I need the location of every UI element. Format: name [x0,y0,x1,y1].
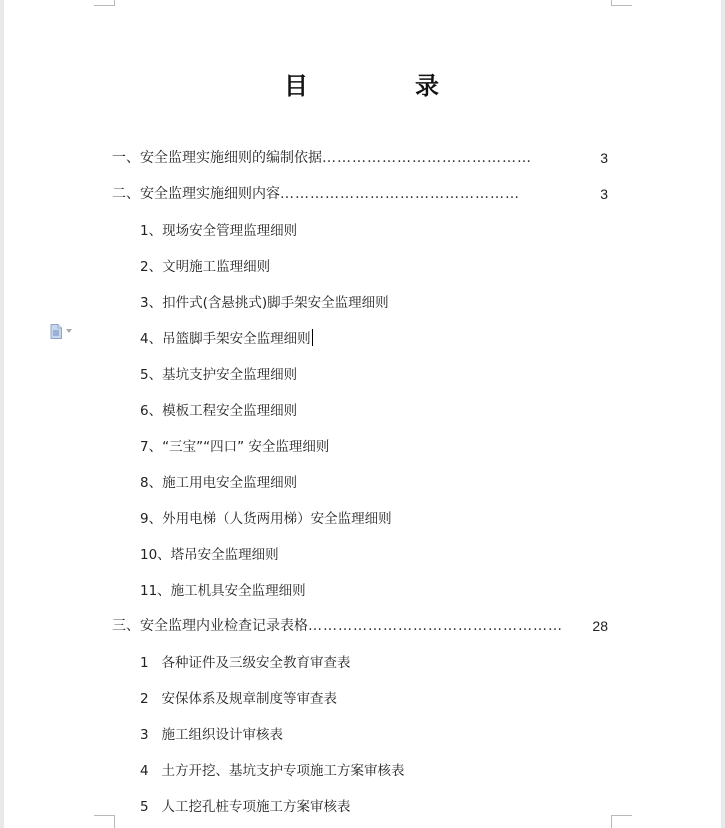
toc-entry-text: 三、安全监理内业检查记录表格 [112,618,308,634]
toc-entry[interactable] [112,184,608,204]
toc-subentry-text: 4、吊篮脚手架安全监理细则 [140,331,311,347]
toc-subentry[interactable]: 6、模板工程安全监理细则 [140,403,298,419]
toc-page-number: 3 [600,150,608,166]
crop-mark-top-right [611,0,632,6]
toc-leader-dots: …………………………………………… [308,618,563,634]
toc-subentry[interactable]: 3 施工组织设计审核表 [140,727,283,743]
toc-subentry[interactable]: 2、文明施工监理细则 [140,259,271,275]
toc-entry-text: 二、安全监理实施细则内容 [112,186,280,202]
title-char-right: 录 [415,71,439,100]
paragraph-options-icon[interactable] [50,323,78,339]
toc-subentry[interactable]: 3、扣件式(含悬挑式)脚手架安全监理细则 [140,295,389,311]
crop-mark-bottom-right [611,815,632,828]
document-icon [50,324,62,339]
crop-mark-bottom-left [94,815,115,828]
toc-entry[interactable] [112,148,608,168]
toc-subentry[interactable]: 4 土方开挖、基坑支护专项施工方案审核表 [140,763,405,779]
toc-leader-dots: ………………………………………… [280,186,520,202]
toc-subentry[interactable]: 10、塔吊安全监理细则 [140,547,279,563]
page-title [0,66,725,98]
toc-subentry[interactable]: 1 各种证件及三级安全教育审查表 [140,655,351,671]
toc-subentry[interactable]: 9、外用电梯（人货两用梯）安全监理细则 [140,511,392,527]
chevron-down-icon [66,329,72,333]
toc-page-number: 28 [592,618,608,634]
toc-subentry[interactable]: 5 人工挖孔桩专项施工方案审核表 [140,799,351,815]
document-page[interactable] [4,0,721,828]
toc-entry[interactable] [112,616,608,636]
toc-subentry[interactable]: 2 安保体系及规章制度等审查表 [140,691,337,707]
title-char-left: 目 [284,71,308,100]
crop-mark-top-left [94,0,115,6]
text-cursor [312,329,313,346]
toc-subentry[interactable]: 5、基坑支护安全监理细则 [140,367,298,383]
toc-page-number: 3 [600,186,608,202]
toc-subentry[interactable] [140,329,313,349]
toc-subentry[interactable]: 11、施工机具安全监理细则 [140,583,306,599]
toc-subentry[interactable]: 1、现场安全管理监理细则 [140,223,298,239]
toc-subentry[interactable]: 8、施工用电安全监理细则 [140,475,298,491]
toc-subentry[interactable]: 7、“三宝”“四口” 安全监理细则 [140,439,330,455]
toc-entry-text: 一、安全监理实施细则的编制依据 [112,150,322,166]
toc-leader-dots: …………………………………… [322,150,532,166]
